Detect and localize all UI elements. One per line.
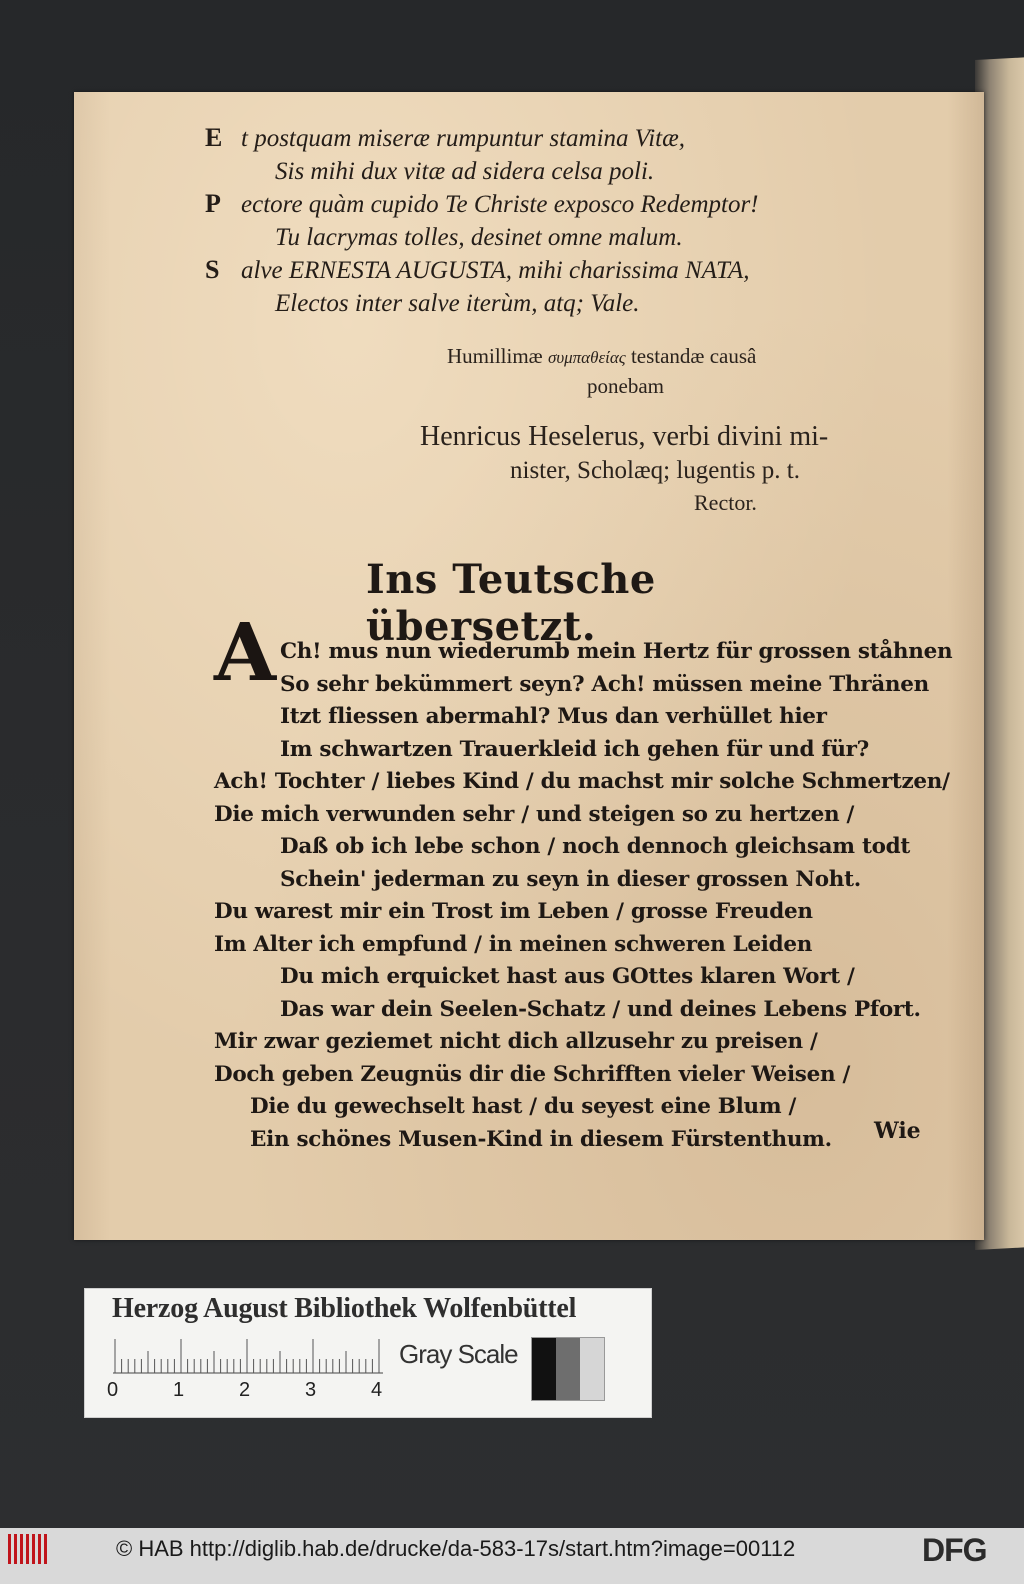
latin-initial: P	[205, 189, 221, 218]
german-line: Daß ob ich lebe schon / noch dennoch gleichsam todt	[280, 834, 910, 859]
library-name: Herzog August Bibliothek Wolfenbüttel	[112, 1293, 577, 1324]
drop-cap: A	[214, 605, 277, 699]
signature-line-3: Rector.	[694, 490, 757, 515]
german-line: So sehr bekümmert seyn? Ach! müssen meine Thränen	[280, 671, 929, 697]
dedication-suffix: testandæ causâ	[630, 344, 757, 368]
latin-line	[205, 156, 925, 189]
latin-verse	[205, 122, 925, 320]
dedication-greek: συμπαθείας	[547, 348, 626, 367]
german-line: Du mich erquicket hast aus GOttes klaren Wort /	[280, 964, 855, 989]
latin-line-text: ectore quàm cupido Te Christe exposco Redemptor!	[241, 191, 759, 218]
german-poem	[214, 636, 953, 1156]
ruler-scale	[113, 1337, 383, 1377]
latin-line-text: alve ERNESTA AUGUSTA, mihi charissima NATA,	[241, 257, 750, 284]
ruler-numbers	[107, 1379, 397, 1403]
latin-line-text: t postquam miseræ rumpuntur stamina Vitæ,	[241, 125, 686, 152]
signature-line-1: Henricus Heselerus, verbi divini mi-	[420, 421, 829, 452]
german-line: Du warest mir ein Trost im Leben / grosse Freuden	[214, 899, 813, 924]
ruler-number: 2	[239, 1379, 251, 1401]
gray-swatch	[556, 1338, 580, 1400]
german-line: Mir zwar geziemet nicht dich allzusehr zu preisen /	[214, 1029, 818, 1054]
german-line: Schein' jederman zu seyn in dieser grossen Noht.	[280, 866, 861, 892]
latin-initial: S	[205, 255, 220, 284]
ruler-number: 0	[107, 1379, 119, 1401]
dfg-logo: DFG	[922, 1532, 987, 1568]
german-line: Itzt fliessen abermahl? Mus dan verhüllet hier	[280, 704, 827, 729]
latin-line	[205, 222, 925, 255]
german-line: Die mich verwunden sehr / und steigen so zu hertzen /	[214, 801, 855, 827]
barcode-icon	[8, 1534, 48, 1564]
gray-scale-label: Gray Scale	[399, 1339, 518, 1369]
latin-line-text: Tu lacrymas tolles, desinet omne malum.	[275, 223, 683, 251]
latin-line	[205, 254, 925, 288]
german-line: Ein schönes Musen-Kind in diesem Fürstenthum.	[250, 1126, 832, 1152]
library-label	[84, 1288, 652, 1418]
latin-line-text: Electos inter salve iterùm, atq; Vale.	[275, 289, 640, 317]
german-heading: Ins Teutsche übersetzt.	[366, 556, 656, 650]
german-line: Ch! mus nun wiederumb mein Hertz für grossen ståhnen	[280, 639, 953, 664]
german-line: Ach! Tochter / liebes Kind / du machst mir solche Schmertzen/	[214, 769, 950, 794]
dedication-line-1	[447, 342, 847, 372]
footer-bar	[0, 1528, 1024, 1584]
signature-line-2: nister, Scholæq; lugentis p. t.	[510, 457, 800, 484]
ruler-number: 1	[173, 1379, 185, 1401]
gray-swatch	[532, 1338, 556, 1400]
german-line: Im Alter ich empfund / in meinen schweren Leiden	[214, 931, 813, 957]
catchword: Wie	[874, 1118, 921, 1144]
german-line: Im schwartzen Trauerkleid ich gehen für und für?	[280, 736, 869, 762]
dedication-prefix: Humillimæ	[447, 344, 543, 368]
latin-line	[205, 122, 925, 156]
copyright-url[interactable]: © HAB http://diglib.hab.de/drucke/da-583-17s/start.htm?image=00112	[116, 1536, 796, 1561]
german-line: Das war dein Seelen-Schatz / und deines Lebens Pfort.	[280, 996, 921, 1022]
german-line: Doch geben Zeugnüs dir die Schrifften vieler Weisen /	[214, 1061, 851, 1087]
latin-initial: E	[205, 123, 223, 152]
gray-swatch	[580, 1338, 604, 1400]
ruler-number: 4	[371, 1379, 383, 1401]
ruler-number: 3	[305, 1379, 317, 1401]
dedication	[447, 342, 847, 400]
latin-line	[205, 288, 925, 321]
dedication-line-2: ponebam	[587, 374, 664, 398]
german-line: Die du gewechselt hast / du seyest eine Blum /	[250, 1094, 797, 1119]
gray-scale-swatch	[531, 1337, 605, 1401]
signature	[420, 420, 940, 518]
latin-line	[205, 188, 925, 222]
latin-line-text: Sis mihi dux vitæ ad sidera celsa poli.	[275, 157, 655, 185]
